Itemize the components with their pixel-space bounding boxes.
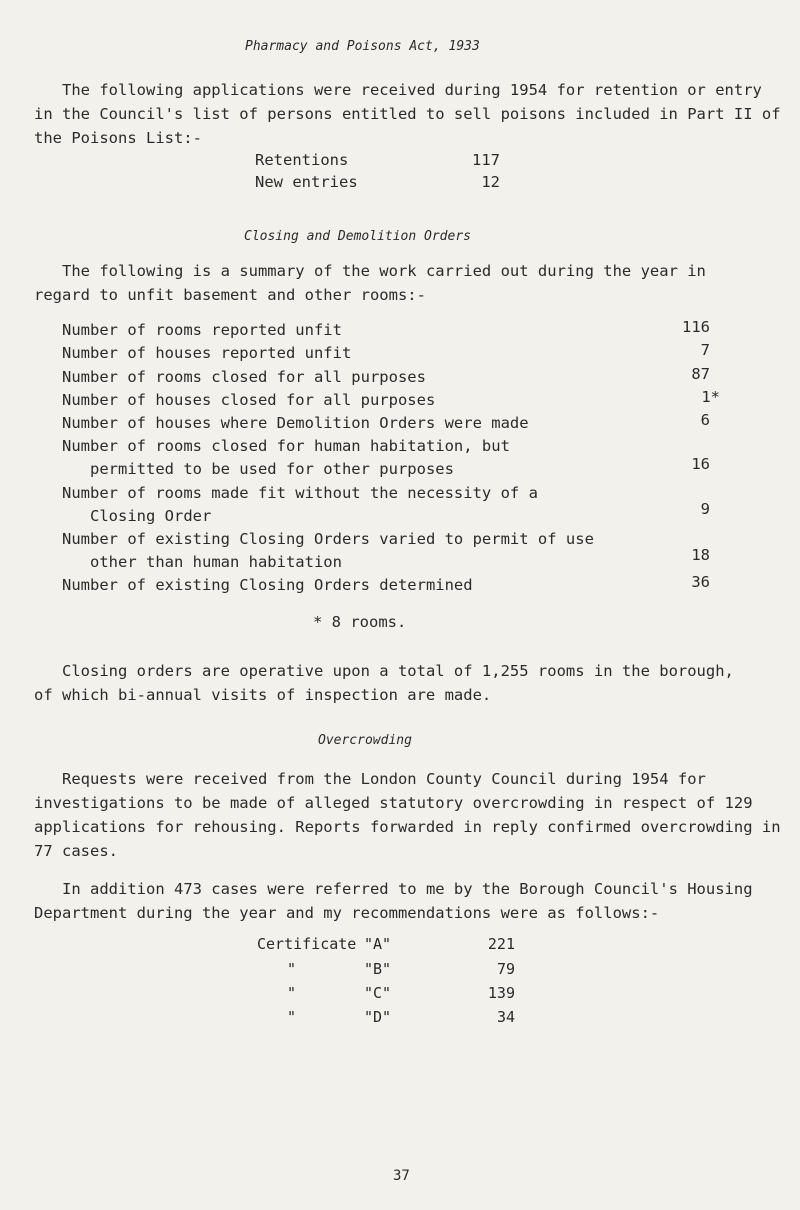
item-rooms-made-fit-line-1: Number of rooms made fit without the necessity of a: [62, 484, 538, 502]
overcrowding-para1-line-3: applications for rehousing. Reports forwarded in reply confirmed overcrowding in: [34, 818, 781, 836]
page-number: 37: [393, 1168, 410, 1184]
closing-intro-line-1: The following is a summary of the work carried out during the year in: [62, 262, 706, 280]
pharmacy-intro-line-2: in the Council's list of persons entitled to sell poisons included in Part II of: [34, 105, 781, 123]
overcrowding-para2-line-2: Department during the year and my recommendations were as follows:-: [34, 904, 660, 922]
item-rooms-made-fit-value: 9: [700, 500, 710, 518]
item-rooms-made-fit-line-2: Closing Order: [90, 507, 212, 525]
item-houses-reported-unfit: Number of houses reported unfit: [62, 344, 352, 362]
item-demolition-orders: Number of houses where Demolition Orders were made: [62, 414, 529, 432]
pharmacy-heading: Pharmacy and Poisons Act, 1933: [245, 39, 480, 54]
closing-summary-line-2: of which bi-annual visits of inspection are made.: [34, 686, 492, 704]
overcrowding-heading: Overcrowding: [318, 733, 412, 748]
new-entries-value: 12: [481, 173, 500, 191]
closing-heading: Closing and Demolition Orders: [244, 229, 471, 244]
certificate-b-ditto: ": [287, 960, 297, 978]
item-closing-orders-determined-value: 36: [691, 573, 710, 591]
item-houses-closed-value: 1*: [701, 388, 720, 406]
item-closing-orders-varied-line-1: Number of existing Closing Orders varied to permit of use: [62, 530, 594, 548]
item-closing-orders-varied-value: 18: [691, 546, 710, 564]
certificate-c-value: 139: [487, 984, 515, 1002]
certificate-d-grade: "D": [364, 1008, 392, 1026]
overcrowding-para1-line-1: Requests were received from the London County Council during 1954 for: [62, 770, 706, 788]
closing-summary-line-1: Closing orders are operative upon a total of 1,255 rooms in the borough,: [62, 662, 734, 680]
certificate-d-value: 34: [496, 1008, 515, 1026]
certificate-b-grade: "B": [364, 960, 392, 978]
item-rooms-closed-value: 87: [691, 365, 710, 383]
closing-intro-line-2: regard to unfit basement and other rooms:-: [34, 286, 426, 304]
item-rooms-closed: Number of rooms closed for all purposes: [62, 368, 426, 386]
certificate-a-label: Certificate: [257, 935, 357, 953]
certificate-a-value: 221: [487, 935, 515, 953]
item-rooms-reported-unfit: Number of rooms reported unfit: [62, 321, 342, 339]
item-rooms-closed-habitation-line-2: permitted to be used for other purposes: [90, 460, 454, 478]
item-rooms-closed-habitation-line-1: Number of rooms closed for human habitation, but: [62, 437, 510, 455]
certificate-a-grade: "A": [364, 935, 392, 953]
certificate-c-grade: "C": [364, 984, 392, 1002]
certificate-d-ditto: ": [287, 1008, 297, 1026]
retentions-value: 117: [472, 151, 500, 169]
item-closing-orders-determined: Number of existing Closing Orders determined: [62, 576, 473, 594]
overcrowding-para1-line-2: investigations to be made of alleged statutory overcrowding in respect of 129: [34, 794, 753, 812]
item-houses-reported-unfit-value: 7: [700, 341, 710, 359]
item-demolition-orders-value: 6: [700, 411, 710, 429]
closing-footnote: * 8 rooms.: [313, 613, 407, 631]
pharmacy-intro-line-1: The following applications were received during 1954 for retention or entry: [62, 81, 762, 99]
certificate-c-ditto: ": [287, 984, 297, 1002]
overcrowding-para1-line-4: 77 cases.: [34, 842, 118, 860]
item-closing-orders-varied-line-2: other than human habitation: [90, 553, 342, 571]
item-houses-closed: Number of houses closed for all purposes: [62, 391, 436, 409]
item-rooms-reported-unfit-value: 116: [682, 318, 710, 336]
certificate-b-value: 79: [496, 960, 515, 978]
overcrowding-para2-line-1: In addition 473 cases were referred to me by the Borough Council's Housing: [62, 880, 753, 898]
pharmacy-intro-line-3: the Poisons List:-: [34, 129, 202, 147]
retentions-label: Retentions: [255, 151, 349, 169]
item-rooms-closed-habitation-value: 16: [691, 455, 710, 473]
new-entries-label: New entries: [255, 173, 358, 191]
